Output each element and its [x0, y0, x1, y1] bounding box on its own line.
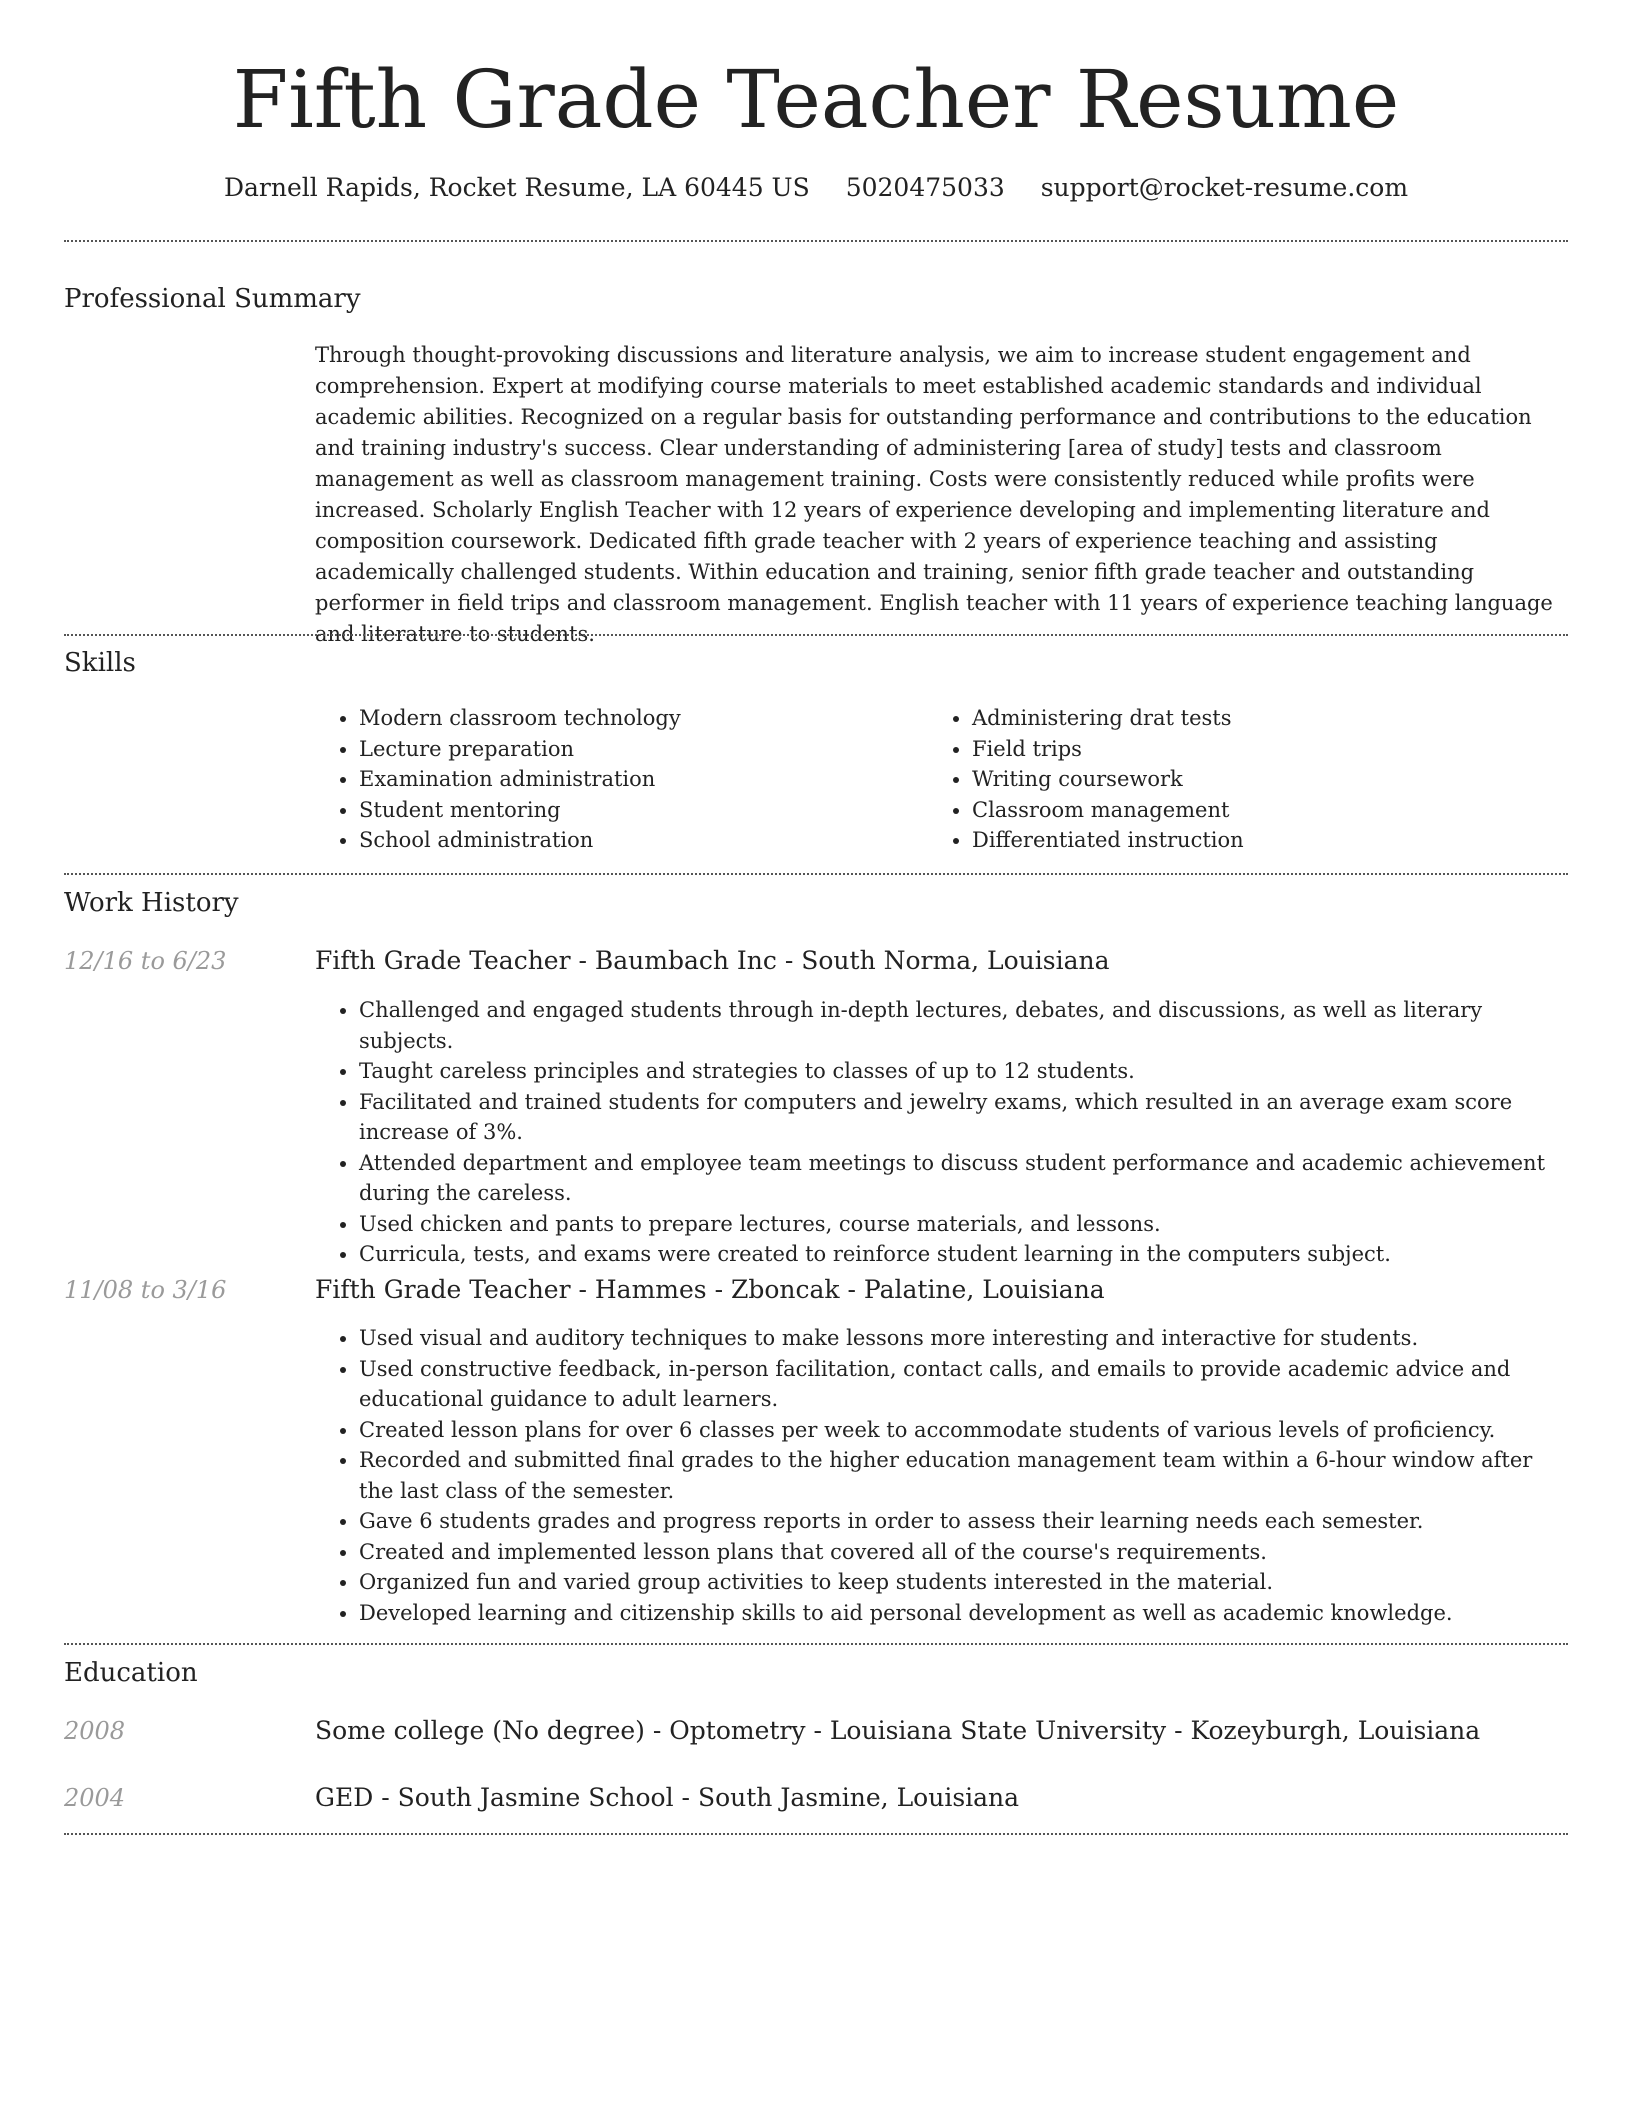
job-bullet: • Taught careless principles and strategies to classes of up to 12 students. — [359, 1056, 1571, 1087]
divider — [64, 873, 1568, 875]
education-year: 2004 — [64, 1784, 126, 1812]
skill-item: • Student mentoring — [359, 795, 681, 826]
job-bullet: • Used constructive feedback, in-person facilitation, contact calls, and emails to provide academic advice and educational guidance to adult learners. — [359, 1354, 1571, 1415]
divider — [64, 240, 1568, 242]
job-title: Fifth Grade Teacher - Baumbach Inc - South Norma, Louisiana — [315, 946, 1110, 975]
skill-item: • Writing coursework — [972, 764, 1244, 795]
skill-item: • Field trips — [972, 734, 1244, 765]
job-bullet: • Developed learning and citizenship skills to aid personal development as well as academic knowledge. — [359, 1598, 1571, 1629]
contact-address: Darnell Rapids, Rocket Resume, LA 60445 US — [223, 173, 810, 202]
skill-item: • Modern classroom technology — [359, 703, 681, 734]
job-bullet: • Created lesson plans for over 6 classes per week to accommodate students of various levels of proficiency. — [359, 1415, 1571, 1446]
job-bullet: • Used visual and auditory techniques to make lessons more interesting and interactive for students. — [359, 1323, 1571, 1354]
job-bullet: • Gave 6 students grades and progress reports in order to assess their learning needs each semester. — [359, 1506, 1571, 1537]
education-heading: Education — [64, 1658, 198, 1688]
job-dates: 11/08 to 3/16 — [64, 1276, 227, 1304]
divider — [64, 634, 1568, 636]
skill-item: • Classroom management — [972, 795, 1244, 826]
skills-list-left — [315, 703, 681, 856]
skills-heading: Skills — [64, 648, 136, 678]
work-heading: Work History — [64, 888, 239, 918]
skill-item: • Examination administration — [359, 764, 681, 795]
contact-email: support@rocket-resume.com — [1040, 173, 1409, 202]
job-bullet: • Organized fun and varied group activities to keep students interested in the material. — [359, 1567, 1571, 1598]
job-title: Fifth Grade Teacher - Hammes - Zboncak - Palatine, Louisiana — [315, 1275, 1105, 1304]
education-year: 2008 — [64, 1717, 126, 1745]
job-bullet: • Curricula, tests, and exams were created to reinforce student learning in the computers subject. — [359, 1239, 1571, 1270]
job-bullets — [315, 1323, 1571, 1628]
resume-title: Fifth Grade Teacher Resume — [232, 53, 1400, 146]
skills-list-right — [928, 703, 1244, 856]
contact-line — [0, 170, 1632, 206]
job-bullet: • Used chicken and pants to prepare lectures, course materials, and lessons. — [359, 1209, 1571, 1240]
summary-heading: Professional Summary — [64, 284, 361, 314]
summary-text: Through thought-provoking discussions and literature analysis, we aim to increase student engagement and comprehension. Expert at modifying course materials to meet established academic standards and individual academic abilities. Recognized on a regular basis for outstanding performance and contributions to the education and training industry's success. Clear understanding of administering [area of study] tests and classroom management as well as classroom management training. Costs were consistently reduced while profits were increased. Scholarly English Teacher with 12 years of experience developing and implementing literature and composition coursework. Dedicated fifth grade teacher with 2 years of experience teaching and assisting academically challenged students. Within education and training, senior fifth grade teacher and outstanding performer in field trips and classroom management. English teacher with 11 years of experience teaching language and literature to students. — [315, 343, 1553, 646]
education-detail: Some college (No degree) - Optometry - Louisiana State University - Kozeyburgh, Louisiana — [315, 1716, 1481, 1745]
job-bullet: • Facilitated and trained students for computers and jewelry exams, which resulted in an average exam score increase of 3%. — [359, 1087, 1571, 1148]
skill-item: • Administering drat tests — [972, 703, 1244, 734]
contact-phone: 5020475033 — [845, 173, 1005, 202]
job-bullet: • Challenged and engaged students through in-depth lectures, debates, and discussions, as well as literary subjects. — [359, 995, 1571, 1056]
divider — [64, 1643, 1568, 1645]
education-detail: GED - South Jasmine School - South Jasmine, Louisiana — [315, 1783, 1020, 1812]
skill-item: • Differentiated instruction — [972, 825, 1244, 856]
divider — [64, 1833, 1568, 1835]
skill-item: • Lecture preparation — [359, 734, 681, 765]
job-bullet: • Created and implemented lesson plans that covered all of the course's requirements. — [359, 1537, 1571, 1568]
job-bullets — [315, 995, 1571, 1270]
job-dates: 12/16 to 6/23 — [64, 947, 227, 975]
job-bullet: • Recorded and submitted final grades to the higher education management team within a 6-hour window after the last class of the semester. — [359, 1445, 1571, 1506]
job-bullet: • Attended department and employee team meetings to discuss student performance and academic achievement during the careless. — [359, 1148, 1571, 1209]
skill-item: • School administration — [359, 825, 681, 856]
